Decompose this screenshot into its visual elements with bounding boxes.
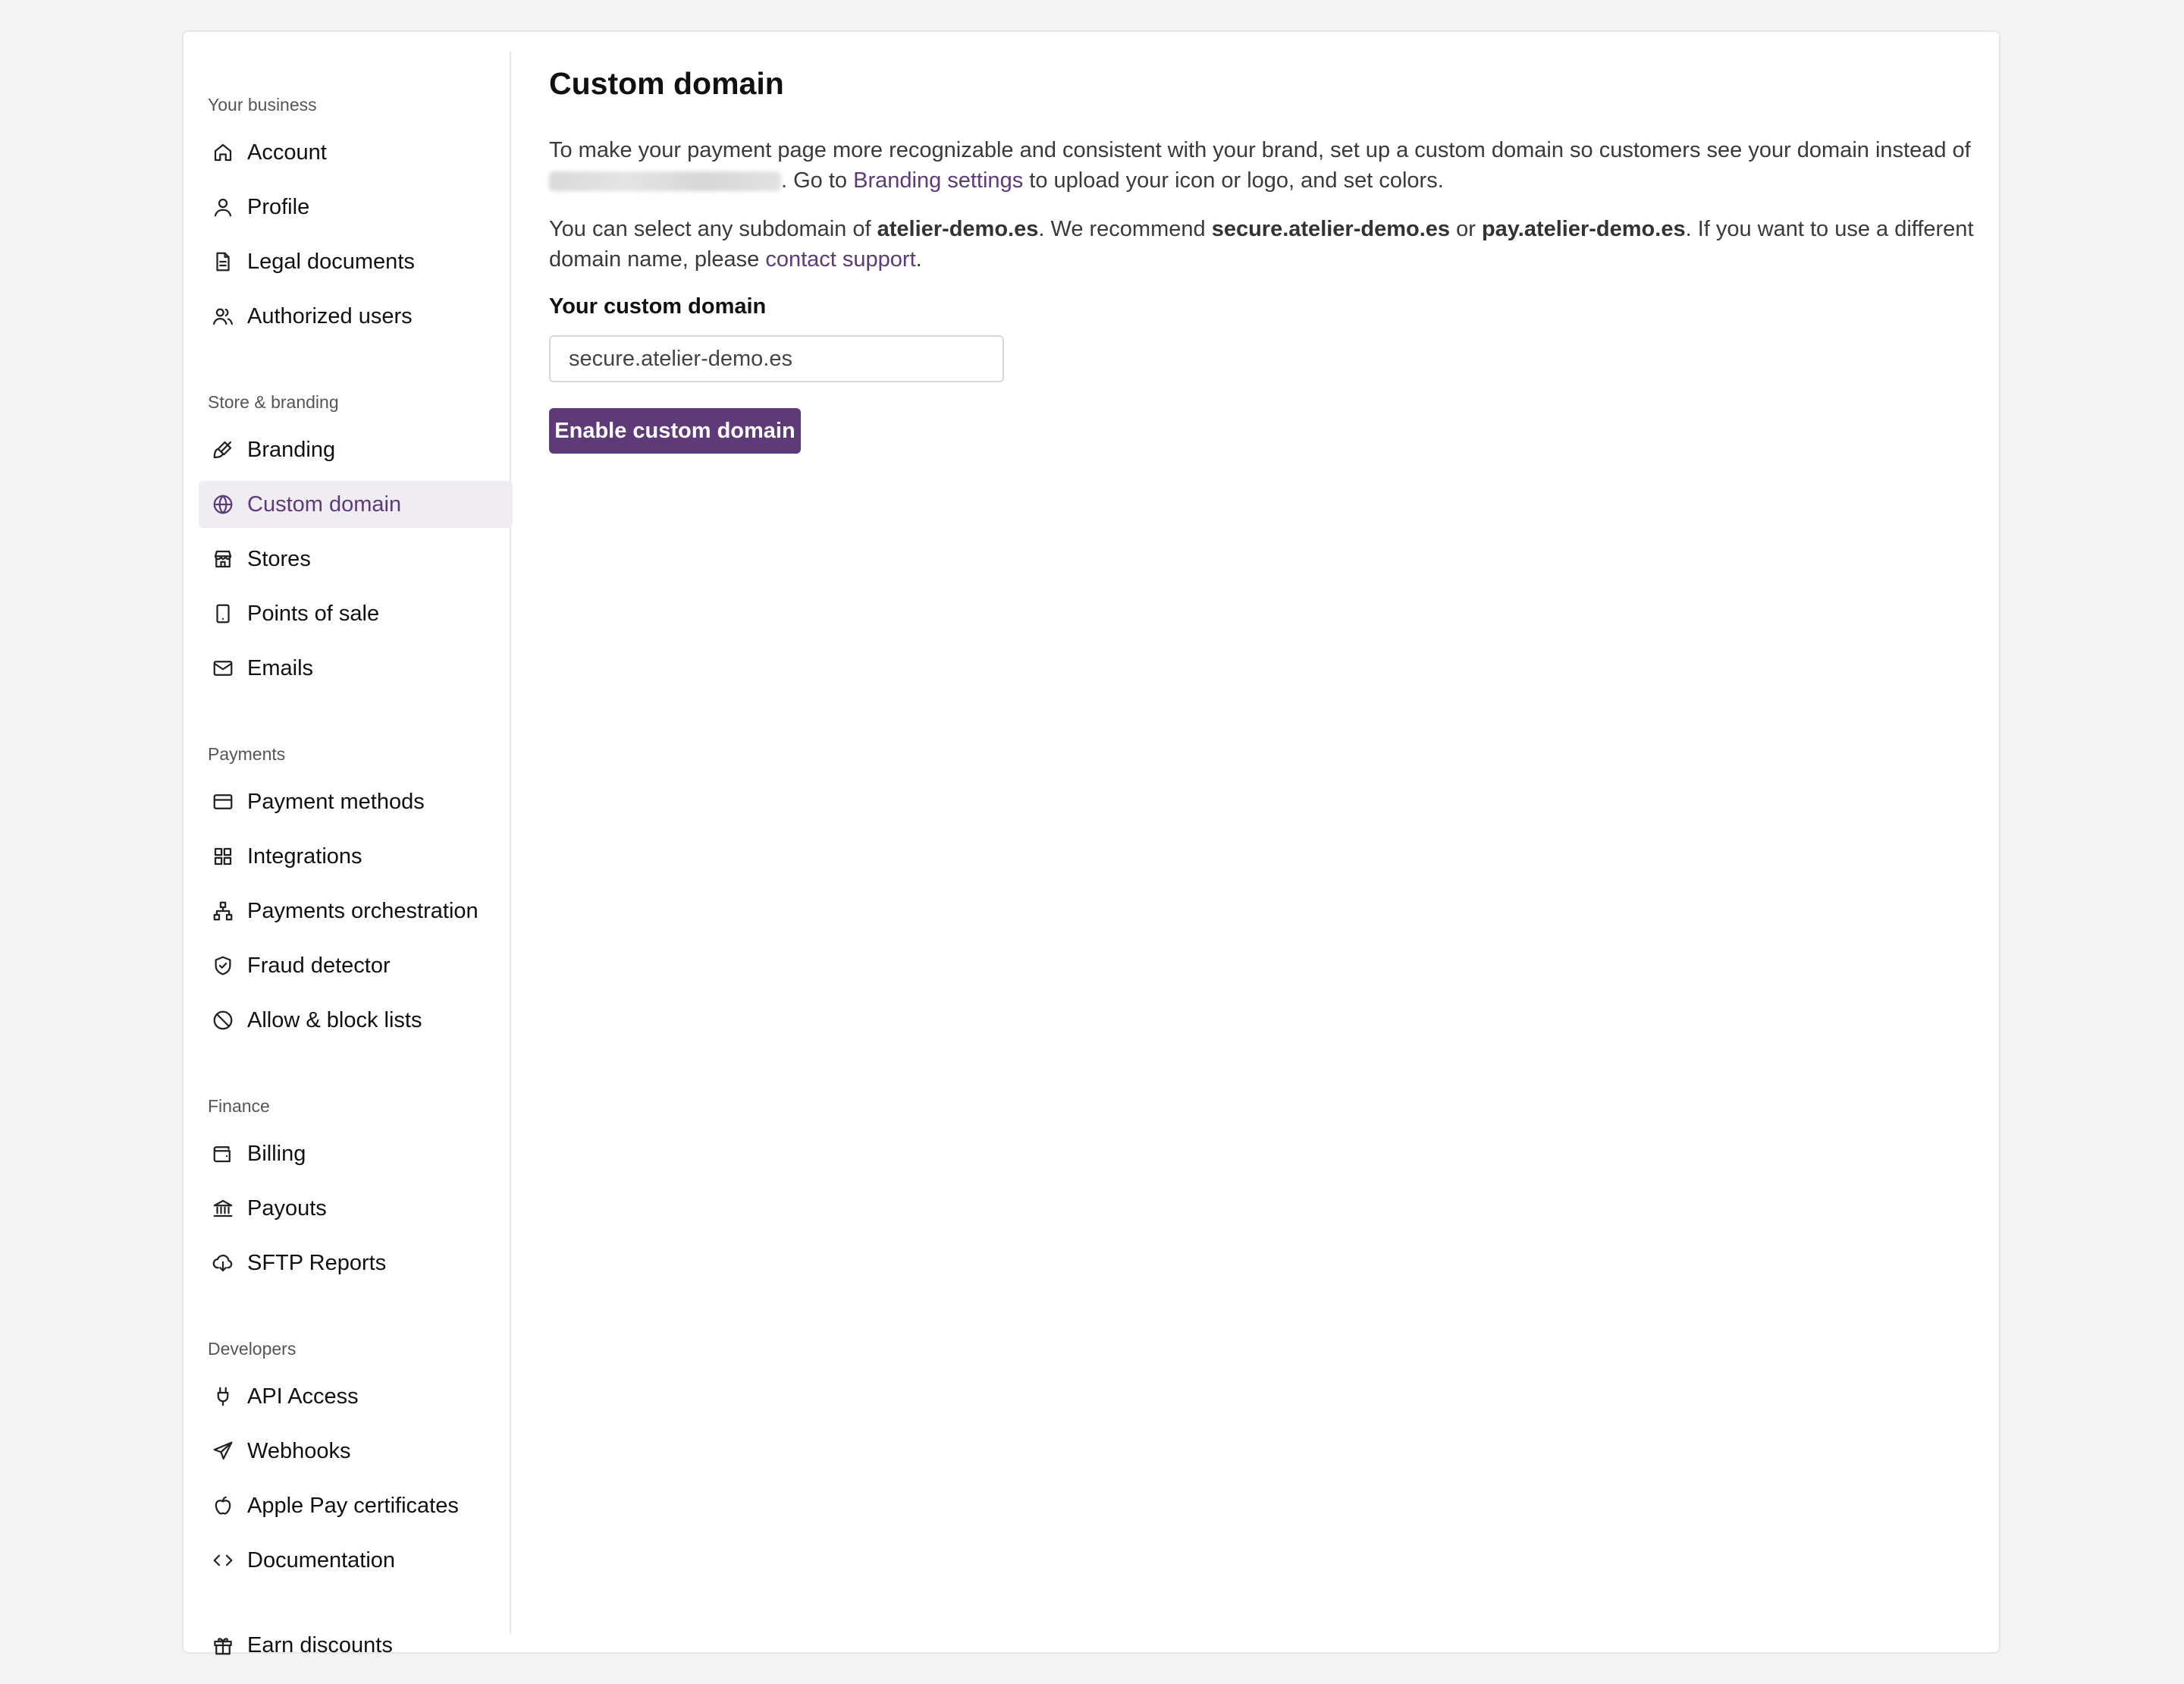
wallet-icon [211, 1142, 235, 1166]
plug-icon [211, 1384, 235, 1409]
custom-domain-label: Your custom domain [549, 294, 767, 319]
apple-icon [211, 1494, 235, 1518]
sidebar-item-webhooks[interactable] [199, 1428, 513, 1475]
section-label-finance: Finance [208, 1096, 270, 1116]
contact-support-link[interactable]: contact support [765, 247, 916, 272]
sidebar-item-custom-domain[interactable] [199, 481, 513, 528]
subdomain-text-5: . [915, 247, 922, 272]
section-label-store-branding: Store & branding [208, 392, 339, 412]
sidebar-item-authorized-users[interactable] [199, 293, 513, 340]
subdomain-text-3: or [1450, 217, 1482, 241]
sidebar-item-label: Branding [247, 438, 336, 462]
settings-sidebar [196, 52, 511, 1657]
sidebar-item-label: Documentation [247, 1548, 396, 1572]
sidebar-item-label: Stores [247, 547, 311, 571]
sidebar-item-emails[interactable] [199, 645, 513, 692]
sidebar-item-label: API Access [247, 1384, 359, 1409]
sidebar-item-label: Authorized users [247, 304, 413, 328]
sidebar-item-label: Allow & block lists [247, 1008, 422, 1032]
cloud-download-icon [211, 1251, 235, 1275]
sidebar-item-label: Apple Pay certificates [247, 1494, 459, 1518]
sidebar-item-earn-discounts[interactable] [199, 1622, 513, 1669]
sidebar-item-legal-documents[interactable] [199, 238, 513, 285]
sidebar-item-api-access[interactable] [199, 1373, 513, 1420]
send-icon [211, 1439, 235, 1463]
intro-text-3: to upload your icon or logo, and set colors. [1023, 168, 1444, 193]
sidebar-item-label: Custom domain [247, 492, 402, 517]
user-icon [211, 195, 235, 219]
tablet-icon [211, 602, 235, 626]
users-icon [211, 304, 235, 328]
sidebar-item-label: Payments orchestration [247, 899, 479, 923]
custom-domain-input[interactable] [549, 335, 1004, 382]
storefront-icon [211, 547, 235, 571]
paintbrush-icon [211, 438, 235, 462]
section-label-developers: Developers [208, 1339, 297, 1359]
sidebar-item-label: Fraud detector [247, 954, 391, 978]
subdomain-text: You can select any subdomain of [549, 217, 877, 241]
subdomain-text-2: . We recommend [1038, 217, 1212, 241]
subdomain-paragraph [549, 214, 1975, 275]
sidebar-item-fraud-detector[interactable] [199, 942, 513, 989]
sidebar-item-billing[interactable] [199, 1130, 513, 1177]
sidebar-item-integrations[interactable] [199, 833, 513, 880]
enable-custom-domain-button[interactable]: Enable custom domain [549, 408, 801, 454]
recommended-domain-2: pay.atelier-demo.es [1481, 217, 1686, 241]
document-icon [211, 250, 235, 274]
code-icon [211, 1548, 235, 1572]
sidebar-item-sftp-reports[interactable] [199, 1239, 513, 1287]
sidebar-item-profile[interactable] [199, 184, 513, 231]
globe-icon [211, 492, 235, 517]
sidebar-item-label: Integrations [247, 844, 362, 869]
sidebar-item-label: Emails [247, 656, 314, 680]
sidebar-item-stores[interactable] [199, 536, 513, 583]
recommended-domain-1: secure.atelier-demo.es [1211, 217, 1451, 241]
sidebar-item-label: Profile [247, 195, 310, 219]
intro-paragraph [549, 135, 1975, 196]
sidebar-item-label: Account [247, 140, 327, 165]
section-label-payments: Payments [208, 744, 286, 764]
settings-card [182, 30, 2000, 1657]
base-domain: atelier-demo.es [877, 217, 1039, 241]
sidebar-item-allow-block-lists[interactable] [199, 997, 513, 1044]
sidebar-item-branding[interactable] [199, 426, 513, 473]
sidebar-item-payments-orchestration[interactable] [199, 888, 513, 935]
branding-settings-link[interactable]: Branding settings [853, 168, 1024, 193]
intro-text-2: . Go to [781, 168, 854, 193]
section-label-your-business: Your business [208, 95, 317, 115]
mail-icon [211, 656, 235, 680]
sidebar-item-label: Billing [247, 1142, 306, 1166]
sidebar-item-label: Points of sale [247, 602, 380, 626]
intro-text: To make your payment page more recognizable and consistent with your brand, set up a custom domain so customers see your domain instead of [549, 138, 1971, 162]
page-title: Custom domain [549, 66, 784, 101]
credit-card-icon [211, 790, 235, 814]
subdomain-text-4: . If you want to use a different domain name, please [549, 217, 1974, 272]
network-icon [211, 899, 235, 923]
sidebar-item-apple-pay-certificates[interactable] [199, 1482, 513, 1529]
gift-icon [211, 1633, 235, 1657]
sidebar-item-label: Payouts [247, 1196, 327, 1221]
sidebar-item-payment-methods[interactable] [199, 778, 513, 825]
sidebar-item-label: Earn discounts [247, 1633, 393, 1657]
ban-icon [211, 1008, 235, 1032]
sidebar-item-payouts[interactable] [199, 1185, 513, 1232]
bank-icon [211, 1196, 235, 1221]
sidebar-item-label: SFTP Reports [247, 1251, 387, 1275]
grid-icon [211, 844, 235, 869]
sidebar-item-label: Webhooks [247, 1439, 351, 1463]
sidebar-item-label: Payment methods [247, 790, 425, 814]
sidebar-item-label: Legal documents [247, 250, 415, 274]
shield-check-icon [211, 954, 235, 978]
sidebar-item-documentation[interactable] [199, 1537, 513, 1584]
redacted-default-domain [549, 171, 781, 191]
home-icon [211, 140, 235, 165]
sidebar-item-account[interactable] [199, 129, 513, 176]
sidebar-item-points-of-sale[interactable] [199, 590, 513, 637]
